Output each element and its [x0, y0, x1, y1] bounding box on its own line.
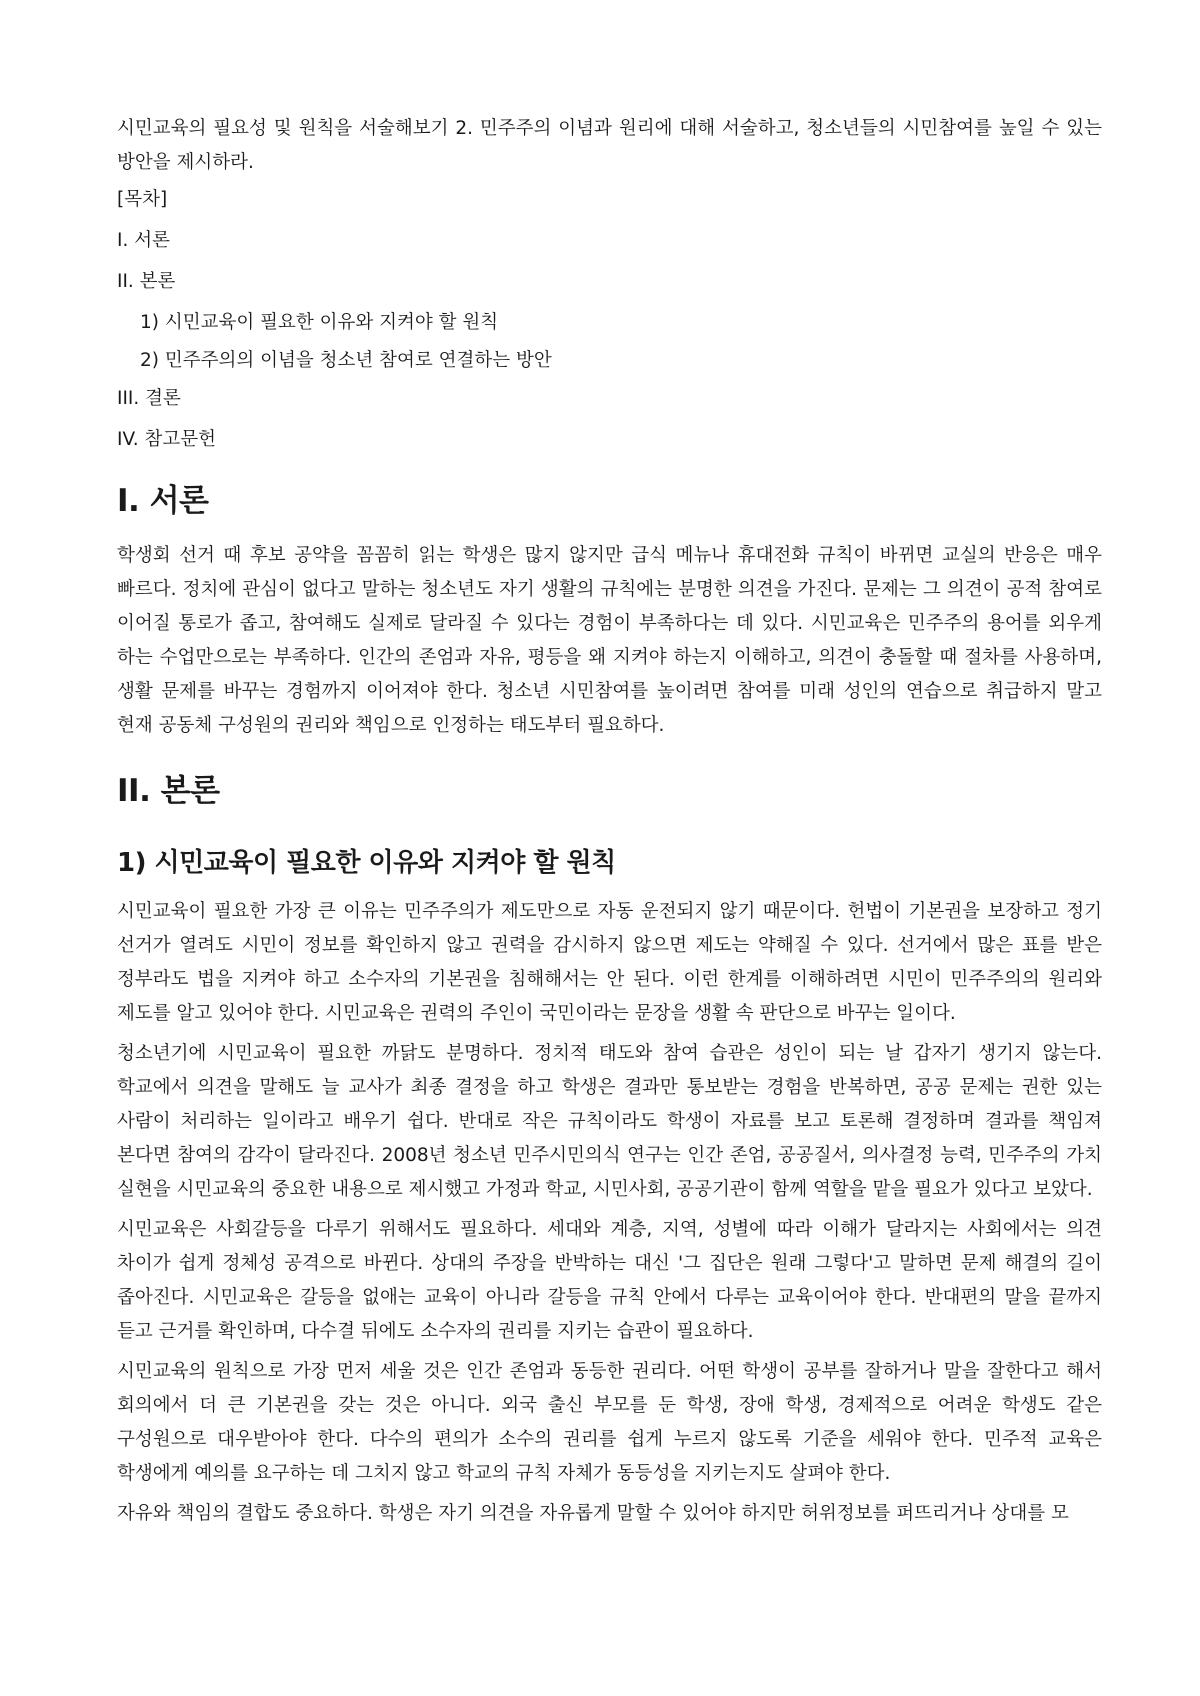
toc-subitem: 1) 시민교육이 필요한 이유와 지켜야 할 원칙 [140, 312, 499, 333]
body-paragraph: 자유와 책임의 결합도 중요하다. 학생은 자기 의견을 자유롭게 말할 수 있어야 하지만 허위정보를 퍼뜨리거나 상대를 모 [117, 1503, 1069, 1524]
section-heading-main-body: II. 본론 [117, 773, 220, 809]
document-page [117, 112, 1102, 1537]
toc-item: II. 본론 [117, 271, 176, 292]
subsection-heading: 1) 시민교육이 필요한 이유와 지켜야 할 원칙 [117, 848, 616, 878]
toc-item: IV. 참고문헌 [117, 429, 216, 450]
table-of-contents [117, 186, 1102, 453]
section-heading-introduction: I. 서론 [117, 483, 209, 519]
body-paragraph: 시민교육의 원칙으로 가장 먼저 세울 것은 인간 존엄과 동등한 권리다. 어떤 학생이 공부를 잘하거나 말을 잘한다고 해서 회의에서 더 큰 기본권을 갖는 것은 아니다. 외국 출신 부모를 둔 학생, 장애 학생, 경제적으로 어려운 학생도 같은 구성원으로 대우받아야 한다. 다수의 편의가 소수의 권리를 쉽게 누르지 않도록 기준을 세워야 한다. 민주적 교육은 학생에게 예의를 요구하는 데 그치지 않고 학교의 규칙 자체가 동등성을 지키는지도 살펴야 한다. [117, 1361, 1102, 1484]
body-paragraph: 시민교육이 필요한 가장 큰 이유는 민주주의가 제도만으로 자동 운전되지 않기 때문이다. 헌법이 기본권을 보장하고 정기 선거가 열려도 시민이 정보를 확인하지 않고 권력을 감시하지 않으면 제도는 약해질 수 있다. 선거에서 많은 표를 받은 정부라도 법을 지켜야 하고 소수자의 기본권을 침해해서는 안 된다. 이런 한계를 이해하려면 시민이 민주주의의 원리와 제도를 알고 있어야 한다. 시민교육은 권력의 주인이 국민이라는 문장을 생활 속 판단으로 바꾸는 일이다. [117, 901, 1102, 1024]
toc-item: I. 서론 [117, 230, 170, 251]
toc-subitem: 2) 민주주의의 이념을 청소년 참여로 연결하는 방안 [140, 350, 552, 371]
toc-item: III. 결론 [117, 388, 181, 409]
body-paragraph: 청소년기에 시민교육이 필요한 까닭도 분명하다. 정치적 태도와 참여 습관은 성인이 되는 날 갑자기 생기지 않는다. 학교에서 의견을 말해도 늘 교사가 최종 결정을 하고 학생은 결과만 통보받는 경험을 반복하면, 공공 문제는 권한 있는 사람이 처리하는 일이라고 배우기 쉽다. 반대로 작은 규칙이라도 학생이 자료를 보고 토론해 결정하며 결과를 책임져 본다면 참여의 감각이 달라진다. 2008년 청소년 민주시민의식 연구는 인간 존엄, 공공질서, 의사결정 능력, 민주주의 가치 실현을 시민교육의 중요한 내용으로 제시했고 가정과 학교, 시민사회, 공공기관이 함께 역할을 맡을 필요가 있다고 보았다. [117, 1043, 1102, 1200]
toc-heading: [목차] [117, 189, 168, 210]
body-paragraph: 학생회 선거 때 후보 공약을 꼼꼼히 읽는 학생은 많지 않지만 급식 메뉴나 휴대전화 규칙이 바뀌면 교실의 반응은 매우 빠르다. 정치에 관심이 없다고 말하는 청소년도 자기 생활의 규칙에는 분명한 의견을 가진다. 문제는 그 의견이 공적 참여로 이어질 통로가 좁고, 참여해도 실제로 달라질 수 있다는 경험이 부족하다는 데 있다. 시민교육은 민주주의 용어를 외우게 하는 수업만으로는 부족하다. 인간의 존엄과 자유, 평등을 왜 지켜야 하는지 이해하고, 의견이 충돌할 때 절차를 사용하며, 생활 문제를 바꾸는 경험까지 이어져야 한다. 청소년 시민참여를 높이려면 참여를 미래 성인의 연습으로 취급하지 말고 현재 공동체 구성원의 권리와 책임으로 인정하는 태도부터 필요하다. [117, 545, 1102, 736]
intro-text: 시민교육의 필요성 및 원칙을 서술해보기 2. 민주주의 이념과 원리에 대해 서술하고, 청소년들의 시민참여를 높일 수 있는 방안을 제시하라. [117, 118, 1102, 173]
body-paragraph: 시민교육은 사회갈등을 다루기 위해서도 필요하다. 세대와 계층, 지역, 성별에 따라 이해가 달라지는 사회에서는 의견 차이가 쉽게 정체성 공격으로 바뀐다. 상대의 주장을 반박하는 대신 '그 집단은 원래 그렇다'고 말하면 문제 해결의 길이 좁아진다. 시민교육은 갈등을 없애는 교육이 아니라 갈등을 규칙 안에서 다루는 교육이어야 한다. 반대편의 말을 끝까지 듣고 근거를 확인하며, 다수결 뒤에도 소수자의 권리를 지키는 습관이 필요하다. [117, 1219, 1102, 1342]
